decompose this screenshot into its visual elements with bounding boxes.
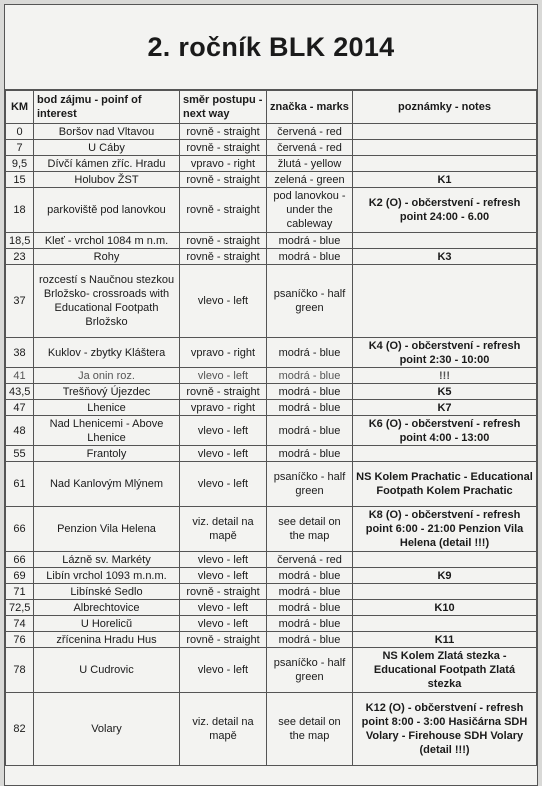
table-row (6, 124, 537, 140)
cell-notes (353, 265, 537, 338)
cell-poi: Lhenice (34, 400, 180, 416)
table-row (6, 446, 537, 462)
header-km: KM (6, 91, 34, 124)
cell-direction: vpravo - right (180, 400, 267, 416)
cell-mark: modrá - blue (267, 416, 353, 446)
table-row (6, 648, 537, 693)
cell-poi: Volary (34, 693, 180, 766)
cell-mark: modrá - blue (267, 600, 353, 616)
cell-mark: modrá - blue (267, 584, 353, 600)
cell-poi: rozcestí s Naučnou stezkou Brložsko- crossroads with Educational Footpath Brložsko (34, 265, 180, 338)
table-row (6, 416, 537, 446)
cell-km: 61 (6, 462, 34, 507)
cell-mark: zelená - green (267, 172, 353, 188)
cell-mark: psaníčko - half green (267, 462, 353, 507)
cell-km: 9,5 (6, 156, 34, 172)
cell-mark: see detail on the map (267, 507, 353, 552)
cell-notes: NS Kolem Zlatá stezka - Educational Footpath Zlatá stezka (353, 648, 537, 693)
cell-km: 0 (6, 124, 34, 140)
cell-poi: Kleť - vrchol 1084 m n.m. (34, 233, 180, 249)
cell-mark: modrá - blue (267, 400, 353, 416)
table-row (6, 172, 537, 188)
table-row (6, 462, 537, 507)
header-mark: značka - marks (267, 91, 353, 124)
cell-mark: psaníčko - half green (267, 648, 353, 693)
cell-direction: rovně - straight (180, 188, 267, 233)
cell-notes: K9 (353, 568, 537, 584)
cell-direction: vlevo - left (180, 616, 267, 632)
cell-direction: vlevo - left (180, 446, 267, 462)
cell-direction: rovně - straight (180, 233, 267, 249)
cell-mark: červená - red (267, 124, 353, 140)
cell-poi: Trešňový Újezdec (34, 384, 180, 400)
table-row (6, 693, 537, 766)
table-row (6, 552, 537, 568)
cell-mark: žlutá - yellow (267, 156, 353, 172)
cell-km: 48 (6, 416, 34, 446)
cell-poi: Libínské Sedlo (34, 584, 180, 600)
cell-km: 72,5 (6, 600, 34, 616)
cell-poi: Nad Lhenicemi - Above Lhenice (34, 416, 180, 446)
cell-direction: rovně - straight (180, 632, 267, 648)
cell-poi: Rohy (34, 249, 180, 265)
cell-direction: vlevo - left (180, 416, 267, 446)
cell-km: 15 (6, 172, 34, 188)
cell-mark: pod lanovkou - under the cableway (267, 188, 353, 233)
cell-direction: vlevo - left (180, 552, 267, 568)
cell-km: 37 (6, 265, 34, 338)
cell-notes: K12 (O) - občerstvení - refresh point 8:00 - 3:00 Hasičárna SDH Volary - Firehouse SDH Volary (detail !!!) (353, 693, 537, 766)
cell-notes: K6 (O) - občerstvení - refresh point 4:00 - 13:00 (353, 416, 537, 446)
header-poi: bod zájmu - poinf of interest (34, 91, 180, 124)
cell-poi: U Horelicŭ (34, 616, 180, 632)
cell-km: 18,5 (6, 233, 34, 249)
cell-km: 47 (6, 400, 34, 416)
cell-poi: Frantoly (34, 446, 180, 462)
cell-notes: NS Kolem Prachatic - Educational Footpath Kolem Prachatic (353, 462, 537, 507)
cell-km: 43,5 (6, 384, 34, 400)
table-row (6, 384, 537, 400)
cell-notes (353, 584, 537, 600)
cell-mark: modrá - blue (267, 338, 353, 368)
cell-notes (353, 124, 537, 140)
cell-km: 7 (6, 140, 34, 156)
table-row (6, 338, 537, 368)
cell-direction: rovně - straight (180, 384, 267, 400)
cell-notes (353, 616, 537, 632)
cell-notes: K4 (O) - občerstvení - refresh point 2:30 - 10:00 (353, 338, 537, 368)
cell-poi: Albrechtovice (34, 600, 180, 616)
cell-direction: vlevo - left (180, 648, 267, 693)
table-header-row (6, 91, 537, 124)
cell-poi: Holubov ŽST (34, 172, 180, 188)
cell-mark: psaníčko - half green (267, 265, 353, 338)
cell-poi: parkoviště pod lanovkou (34, 188, 180, 233)
cell-mark: modrá - blue (267, 233, 353, 249)
route-table (5, 90, 537, 766)
cell-direction: vlevo - left (180, 265, 267, 338)
cell-direction: rovně - straight (180, 140, 267, 156)
cell-notes (353, 233, 537, 249)
table-row (6, 233, 537, 249)
cell-direction: vlevo - left (180, 600, 267, 616)
cell-mark: modrá - blue (267, 368, 353, 384)
cell-notes: K11 (353, 632, 537, 648)
document-sheet (4, 4, 538, 786)
table-row (6, 600, 537, 616)
cell-km: 66 (6, 552, 34, 568)
cell-notes: K10 (353, 600, 537, 616)
cell-direction: vpravo - right (180, 338, 267, 368)
cell-km: 41 (6, 368, 34, 384)
table-row (6, 400, 537, 416)
cell-mark: see detail on the map (267, 693, 353, 766)
cell-mark: červená - red (267, 140, 353, 156)
table-row (6, 507, 537, 552)
cell-notes (353, 156, 537, 172)
cell-direction: rovně - straight (180, 584, 267, 600)
cell-mark: modrá - blue (267, 568, 353, 584)
cell-notes: !!! (353, 368, 537, 384)
table-row (6, 368, 537, 384)
header-notes: poznámky - notes (353, 91, 537, 124)
table-row (6, 632, 537, 648)
cell-poi: Kuklov - zbytky Kláštera (34, 338, 180, 368)
cell-km: 69 (6, 568, 34, 584)
cell-km: 76 (6, 632, 34, 648)
cell-mark: červená - red (267, 552, 353, 568)
header-direction: směr postupu - next way (180, 91, 267, 124)
cell-poi: Libín vrchol 1093 m.n.m. (34, 568, 180, 584)
table-row (6, 156, 537, 172)
cell-km: 82 (6, 693, 34, 766)
cell-direction: vlevo - left (180, 462, 267, 507)
cell-poi: Ja onin roz. (34, 368, 180, 384)
cell-km: 23 (6, 249, 34, 265)
cell-notes: K3 (353, 249, 537, 265)
table-row (6, 188, 537, 233)
page-title: 2. ročník BLK 2014 (5, 5, 537, 90)
table-row (6, 616, 537, 632)
cell-km: 71 (6, 584, 34, 600)
cell-direction: viz. detail na mapě (180, 693, 267, 766)
cell-poi: zřícenina Hradu Hus (34, 632, 180, 648)
cell-notes (353, 552, 537, 568)
table-row (6, 249, 537, 265)
cell-poi: Dívčí kámen zříc. Hradu (34, 156, 180, 172)
cell-poi: Nad Kanlovým Mlýnem (34, 462, 180, 507)
cell-mark: modrá - blue (267, 249, 353, 265)
cell-direction: vlevo - left (180, 368, 267, 384)
table-row (6, 584, 537, 600)
cell-km: 38 (6, 338, 34, 368)
table-row (6, 140, 537, 156)
cell-notes (353, 446, 537, 462)
cell-mark: modrá - blue (267, 446, 353, 462)
cell-km: 55 (6, 446, 34, 462)
cell-km: 78 (6, 648, 34, 693)
cell-notes: K5 (353, 384, 537, 400)
cell-mark: modrá - blue (267, 384, 353, 400)
cell-poi: U Cudrovic (34, 648, 180, 693)
cell-poi: U Cáby (34, 140, 180, 156)
cell-notes (353, 140, 537, 156)
cell-poi: Penzion Vila Helena (34, 507, 180, 552)
cell-poi: Boršov nad Vltavou (34, 124, 180, 140)
cell-direction: vpravo - right (180, 156, 267, 172)
cell-mark: modrá - blue (267, 616, 353, 632)
table-row (6, 568, 537, 584)
cell-direction: viz. detail na mapě (180, 507, 267, 552)
cell-notes: K2 (O) - občerstvení - refresh point 24:00 - 6.00 (353, 188, 537, 233)
cell-km: 74 (6, 616, 34, 632)
cell-direction: rovně - straight (180, 124, 267, 140)
cell-notes: K7 (353, 400, 537, 416)
cell-direction: vlevo - left (180, 568, 267, 584)
cell-mark: modrá - blue (267, 632, 353, 648)
cell-direction: rovně - straight (180, 172, 267, 188)
cell-km: 66 (6, 507, 34, 552)
cell-direction: rovně - straight (180, 249, 267, 265)
table-row (6, 265, 537, 338)
cell-notes: K8 (O) - občerstvení - refresh point 6:00 - 21:00 Penzion Vila Helena (detail !!!) (353, 507, 537, 552)
cell-notes: K1 (353, 172, 537, 188)
cell-km: 18 (6, 188, 34, 233)
cell-poi: Lázně sv. Markéty (34, 552, 180, 568)
